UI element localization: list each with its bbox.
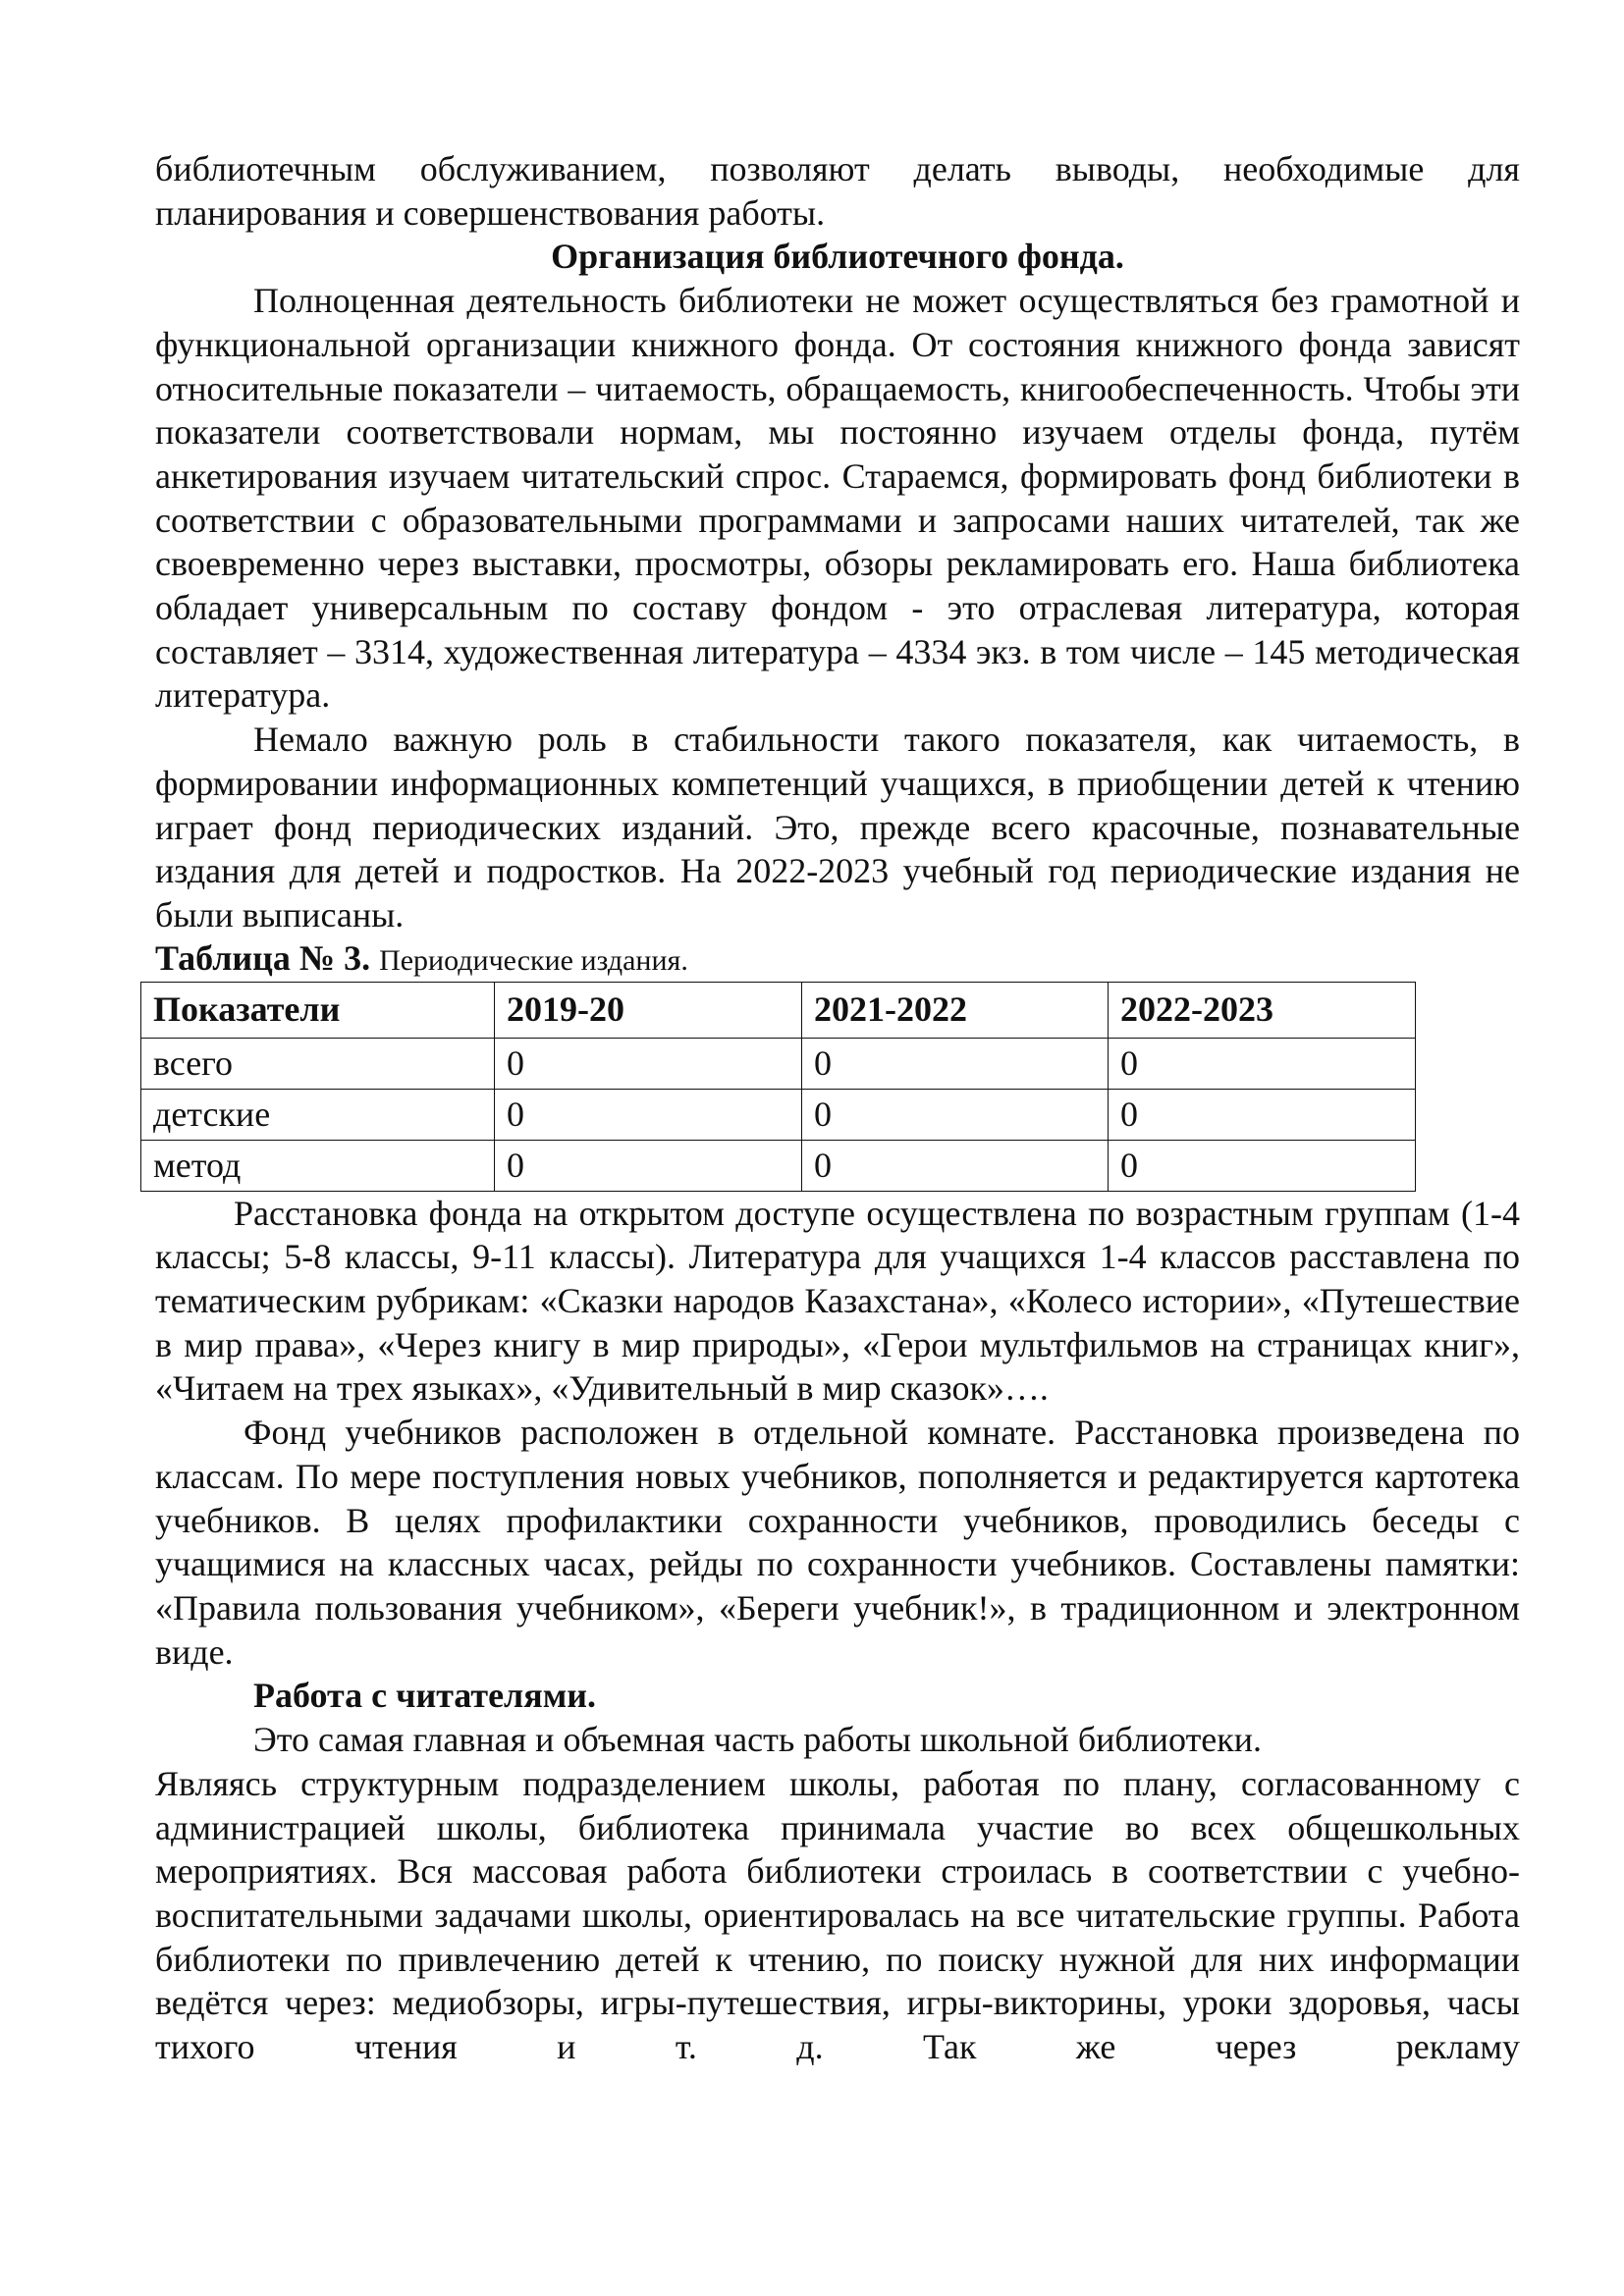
table-cell: 0 <box>1109 1089 1416 1140</box>
table-cell: 0 <box>802 1089 1109 1140</box>
table-caption-title: Периодические издания. <box>379 943 688 977</box>
paragraph-intro: библиотечным обслуживанием, позволяют делать выводы, необходимые для планирования и совершенствования работы. <box>155 149 1520 233</box>
paragraph-fund-organization: Полноценная деятельность библиотеки не может осуществляться без грамотной и функциональной организации книжного фонда. От состояния книжного фонда зависят относительные показатели – читаемость, обращаемость, книгообеспеченность. Чтобы эти показатели соответствовали нормам, мы постоянно изучаем отделы фонда, путём анкетирования изучаем читательский спрос. Стараемся, формировать фонд библиотеки в соответствии с образовательными программами и запросами наших читателей, так же своевременно через выставки, просмотры, обзоры рекламировать его. Наша библиотека обладает универсальным по составу фондом - это отраслевая литература, которая составляет – 3314, художественная литература – 4334 экз. в том числе – 145 методическая литература. <box>155 281 1520 716</box>
table-cell: 0 <box>495 1140 802 1191</box>
section-heading-fund: Организация библиотечного фонда. <box>551 237 1124 277</box>
table-caption <box>155 937 1520 982</box>
table-cell: 0 <box>1109 1140 1416 1191</box>
table-caption-number: Таблица № 3. <box>155 937 371 978</box>
section-heading-readers: Работа с читателями. <box>253 1676 596 1716</box>
table-cell: 0 <box>495 1038 802 1089</box>
periodicals-table <box>140 982 1416 1192</box>
table-cell: 0 <box>802 1140 1109 1191</box>
paragraph-fund-arrangement: Расстановка фонда на открытом доступе осуществлена по возрастным группам (1-4 классы; 5-8 классы, 9-11 классы). Литература для учащихся 1-4 классов расставлена по тематическим рубрикам: «Сказки народов Казахстана», «Колесо истории», «Путешествие в мир права», «Через книгу в мир природы», «Герои мультфильмов на страницах книг», «Читаем на трех языках», «Удивительный в мир сказок»…. <box>155 1193 1520 1409</box>
table-row <box>141 1140 1416 1191</box>
table-row <box>141 1089 1416 1140</box>
document-page <box>155 147 1520 2069</box>
table-cell: 0 <box>802 1038 1109 1089</box>
table-header-cell: 2022-2023 <box>1109 982 1416 1038</box>
paragraph-readers-work: Являясь структурным подразделением школы, работая по плану, согласованному с администрацией школы, библиотека принимала участие во всех общешкольных мероприятиях. Вся массовая работа библиотеки строилась в соответствии с учебно-воспитательными задачами школы, ориентировалась на все читательские группы. Работа библиотеки по привлечению детей к чтению, по поиску нужной для них информации ведётся через: медиобзоры, игры-путешествия, игры-викторины, уроки здоровья, часы тихого чтения и т. д. Так же через рекламу <box>155 1763 1520 2067</box>
paragraph-periodicals: Немало важную роль в стабильности такого показателя, как читаемость, в формировании информационных компетенций учащихся, в приобщении детей к чтению играет фонд периодических изданий. Это, прежде всего красочные, познавательные издания для детей и подростков. На 2022-2023 учебный год периодические издания не были выписаны. <box>155 720 1520 934</box>
table-cell: 0 <box>1109 1038 1416 1089</box>
paragraph-textbooks: Фонд учебников расположен в отдельной комнате. Расстановка произведена по классам. По мере поступления новых учебников, пополняется и редактируется картотека учебников. В целях профилактики сохранности учебников, проводились беседы с учащимися на классных часах, рейды по сохранности учебников. Составлены памятки: «Правила пользования учебником», «Береги учебник!», в традиционном и электронном виде. <box>155 1413 1520 1672</box>
table-cell: всего <box>141 1038 495 1089</box>
table-header-cell: Показатели <box>141 982 495 1038</box>
table-cell: метод <box>141 1140 495 1191</box>
table-header-cell: 2019-20 <box>495 982 802 1038</box>
table-row <box>141 1038 1416 1089</box>
paragraph-readers-intro: Это самая главная и объемная часть работы школьной библиотеки. <box>253 1720 1263 1760</box>
table-header-row <box>141 982 1416 1038</box>
table-cell: 0 <box>495 1089 802 1140</box>
table-header-cell: 2021-2022 <box>802 982 1109 1038</box>
table-cell: детские <box>141 1089 495 1140</box>
